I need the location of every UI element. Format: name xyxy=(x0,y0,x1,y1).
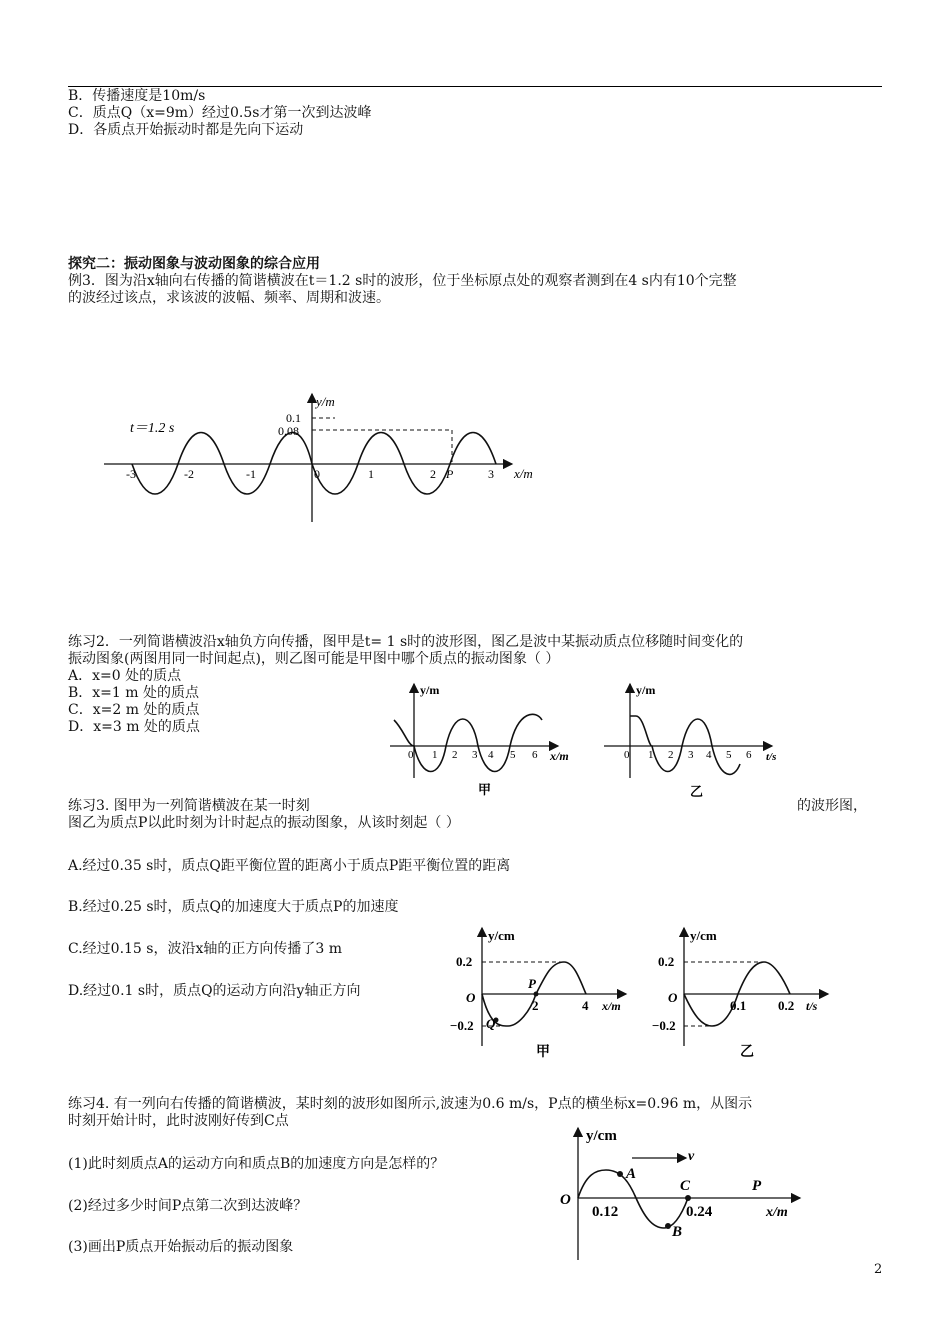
x-tick: 0 xyxy=(314,467,320,481)
x-tick: -3 xyxy=(126,467,136,481)
exercise2-option-c: C．x=2 m 处的质点 xyxy=(68,702,200,718)
tick: 5 xyxy=(726,749,732,761)
tick: 5 xyxy=(510,749,516,761)
tick: 0 xyxy=(624,749,630,761)
y-tick-0.08: 0.08 xyxy=(278,424,299,438)
time-label: t＝1.2 s xyxy=(130,421,175,436)
section-title: 探究二：振动图象与波动图象的综合应用 xyxy=(68,256,320,272)
tick: 2 xyxy=(452,749,458,761)
origin-label: O xyxy=(466,990,476,1005)
y-axis-label: y/m xyxy=(316,394,335,409)
exercise2-option-d: D．x=3 m 处的质点 xyxy=(68,719,200,735)
point-c: C xyxy=(680,1178,691,1194)
tick: 1 xyxy=(432,749,438,761)
exercise3-line1-right: 的波形图， xyxy=(797,798,867,814)
x-tick: -1 xyxy=(246,467,256,481)
x-axis-label: x/m xyxy=(550,749,569,763)
exercise4-question-3: (3)画出P质点开始振动后的振动图象 xyxy=(68,1239,294,1255)
wave-graph-jia-ex2 xyxy=(388,680,588,800)
x-tick: 0.1 xyxy=(730,998,747,1013)
point-p: P xyxy=(752,1178,762,1194)
tick: 6 xyxy=(746,749,752,761)
wave-graph-exercise4 xyxy=(556,1124,816,1264)
point-q: Q xyxy=(486,1016,496,1031)
exercise4-line2: 时刻开始计时，此时波刚好传到C点 xyxy=(68,1113,289,1129)
exercise2-option-a: A．x=0 处的质点 xyxy=(68,668,182,684)
tick: 3 xyxy=(688,749,694,761)
caption-jia: 甲 xyxy=(478,782,492,797)
x-tick: 2 xyxy=(532,998,539,1013)
y-axis-label: y/cm xyxy=(586,1128,617,1144)
y-axis-label: y/m xyxy=(420,683,440,697)
x-axis-label: x/m xyxy=(766,1205,788,1220)
caption-yi: 乙 xyxy=(740,1045,754,1060)
exercise3-line2: 图乙为质点P以此时刻为计时起点的振动图象，从该时刻起（ ） xyxy=(68,815,460,831)
x-tick: 2 xyxy=(430,467,436,481)
point-p: P xyxy=(528,976,536,991)
header-rule xyxy=(68,86,882,87)
point-p: P xyxy=(446,467,454,481)
x-tick: 4 xyxy=(582,998,589,1013)
tick: 6 xyxy=(532,749,538,761)
x-axis-label: t/s xyxy=(766,751,777,763)
y-axis-label: y/cm xyxy=(488,928,515,943)
y-tick: −0.2 xyxy=(652,1018,676,1033)
x-axis-label: x/m xyxy=(602,999,621,1013)
wave-graph-example3 xyxy=(100,392,560,532)
wave-graph-jia-ex3 xyxy=(446,922,646,1062)
y-tick: 0.2 xyxy=(658,954,675,969)
vibration-graph-yi-ex3 xyxy=(648,922,848,1062)
exercise4-line1: 练习4. 有一列向右传播的简谐横波，某时刻的波形如图所示,波速为0.6 m/s，P点的横坐标x=0.96 m，从图示 xyxy=(68,1096,753,1112)
tick: 2 xyxy=(668,749,674,761)
x-axis-label: t/s xyxy=(806,999,818,1013)
option-c: C．质点Q（x=9m）经过0.5s才第一次到达波峰 xyxy=(68,105,372,121)
y-axis-label: y/cm xyxy=(690,928,717,943)
exercise3-option-b: B.经过0.25 s时，质点Q的加速度大于质点P的加速度 xyxy=(68,899,399,915)
tick: 4 xyxy=(706,749,712,761)
exercise2-line1: 练习2．一列简谐横波沿x轴负方向传播，图甲是t= 1 s时的波形图，图乙是波中某振动质点位移随时间变化的 xyxy=(68,634,744,650)
option-d: D．各质点开始振动时都是先向下运动 xyxy=(68,122,304,138)
exercise4-question-1: (1)此时刻质点A的运动方向和质点B的加速度方向是怎样的？ xyxy=(68,1156,445,1172)
origin-label: O xyxy=(560,1192,571,1208)
origin-label: O xyxy=(668,990,678,1005)
tick: 3 xyxy=(472,749,478,761)
exercise3-option-c: C.经过0.15 s，波沿x轴的正方向传播了3 m xyxy=(68,941,342,957)
x-tick: 1 xyxy=(368,467,374,481)
caption-yi: 乙 xyxy=(690,784,704,799)
y-tick: −0.2 xyxy=(450,1018,474,1033)
tick: 0 xyxy=(408,749,414,761)
exercise3-line1-left: 练习3. 图甲为一列简谐横波在某一时刻 xyxy=(68,798,310,814)
option-b: B．传播速度是10m/s xyxy=(68,88,206,104)
caption-jia: 甲 xyxy=(536,1045,550,1060)
y-tick: 0.2 xyxy=(456,954,473,969)
page-number: 2 xyxy=(874,1262,883,1277)
exercise3-option-a: A.经过0.35 s时，质点Q距平衡位置的距离小于质点P距平衡位置的距离 xyxy=(68,858,511,874)
vibration-graph-yi-ex2 xyxy=(602,680,802,800)
x-axis-label: x/m xyxy=(514,466,533,481)
x-tick: 3 xyxy=(488,467,494,481)
x-tick: -2 xyxy=(184,467,194,481)
x-tick: 0.2 xyxy=(778,998,795,1013)
exercise2-line2: 振动图象(两图用同一时间起点)，则乙图可能是甲图中哪个质点的振动图象（ ） xyxy=(68,651,560,667)
point-b: B xyxy=(672,1224,683,1240)
example3-line2: 的波经过该点，求该波的波幅、频率、周期和波速。 xyxy=(68,290,390,306)
y-tick-0.1: 0.1 xyxy=(286,411,301,425)
exercise2-option-b: B．x=1 m 处的质点 xyxy=(68,685,199,701)
tick: 4 xyxy=(488,749,494,761)
exercise4-question-2: (2)经过多少时间P点第二次到达波峰？ xyxy=(68,1198,308,1214)
exercise3-option-d: D.经过0.1 s时，质点Q的运动方向沿y轴正方向 xyxy=(68,983,361,999)
tick: 1 xyxy=(648,749,654,761)
y-axis-label: y/m xyxy=(636,683,656,697)
example3-line1: 例3．图为沿x轴向右传播的简谐横波在t＝1.2 s时的波形，位于坐标原点处的观察者测到在4 s内有10个完整 xyxy=(68,273,737,289)
x-tick: 0.24 xyxy=(686,1204,713,1220)
velocity-label: v xyxy=(688,1149,695,1164)
point-a: A xyxy=(626,1166,637,1182)
x-tick: 0.12 xyxy=(592,1204,619,1220)
